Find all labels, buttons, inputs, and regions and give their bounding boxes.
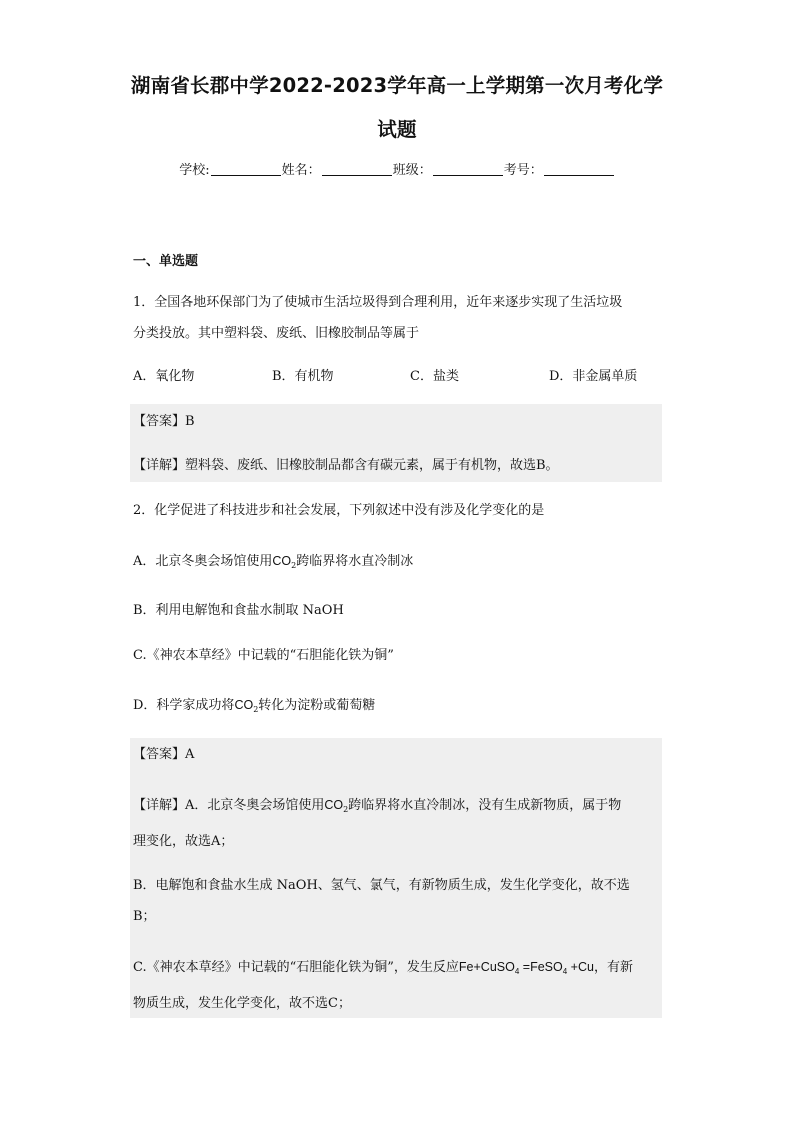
q1-option-c: C．盐类 xyxy=(410,369,459,384)
q1-option-a: A．氧化物 xyxy=(133,369,195,384)
reaction-equation: Fe+CuSO$_4$ =FeSO$_4$ +Cu xyxy=(458,960,594,976)
q2-answer: 【答案】A xyxy=(133,747,195,762)
name-blank[interactable] xyxy=(322,162,392,176)
section-heading: 一、单选题 xyxy=(133,254,199,269)
q1-option-d: D．非金属单质 xyxy=(549,369,638,384)
q1-detail: 【详解】塑料袋、废纸、旧橡胶制品都含有碳元素，属于有机物，故选B。 xyxy=(133,458,559,473)
q2-detail-b-line1: B．电解饱和食盐水生成 NaOH、氢气、氯气，有新物质生成，发生化学变化，故不选 xyxy=(133,878,630,893)
exam-title-line1: 湖南省长郡中学2022-2023学年高一上学期第一次月考化学 xyxy=(130,74,664,97)
q2-option-a: A．北京冬奥会场馆使用$CO_2$跨临界将水直冷制冰 xyxy=(133,554,414,570)
name-label: 姓名： xyxy=(281,163,321,178)
q2-detail-a-line2: 理变化，故选A； xyxy=(133,834,234,849)
q1-option-b: B．有机物 xyxy=(272,369,334,384)
number-blank[interactable] xyxy=(544,162,614,176)
q2-detail-c-line2: 物质生成，发生化学变化，故不选C； xyxy=(133,996,351,1011)
q2-option-d: D．科学家成功将$CO_2$转化为淀粉或葡萄糖 xyxy=(133,698,376,714)
class-blank[interactable] xyxy=(433,162,503,176)
q1-answer: 【答案】B xyxy=(133,414,195,429)
exam-title-line2: 试题 xyxy=(377,118,417,141)
q2-option-c: C.《神农本草经》中记载的“石胆能化铁为铜” xyxy=(133,648,394,663)
school-blank[interactable] xyxy=(211,162,281,176)
q2-detail-c-line1: C.《神农本草经》中记载的“石胆能化铁为铜”，发生反应Fe+CuSO$_4$ =FeSO$_4$ +Cu，有新 xyxy=(133,960,633,976)
q2-option-b: B．利用电解饱和食盐水制取 NaOH xyxy=(133,603,344,618)
q2-stem: 2．化学促进了科技进步和社会发展，下列叙述中没有涉及化学变化的是 xyxy=(133,503,545,518)
student-info-row xyxy=(0,159,794,178)
q1-stem-line2: 分类投放。其中塑料袋、废纸、旧橡胶制品等属于 xyxy=(133,326,420,341)
class-label: 班级： xyxy=(392,163,432,178)
school-label: 学校: xyxy=(179,163,210,178)
q2-detail-b-line2: B； xyxy=(133,909,156,924)
number-label: 考号： xyxy=(503,163,543,178)
q2-detail-a-line1: 【详解】A．北京冬奥会场馆使用$CO_2$跨临界将水直冷制冰，没有生成新物质，属于物 xyxy=(133,798,622,814)
q1-stem-line1: 1．全国各地环保部门为了使城市生活垃圾得到合理利用，近年来逐步实现了生活垃圾 xyxy=(133,295,623,310)
